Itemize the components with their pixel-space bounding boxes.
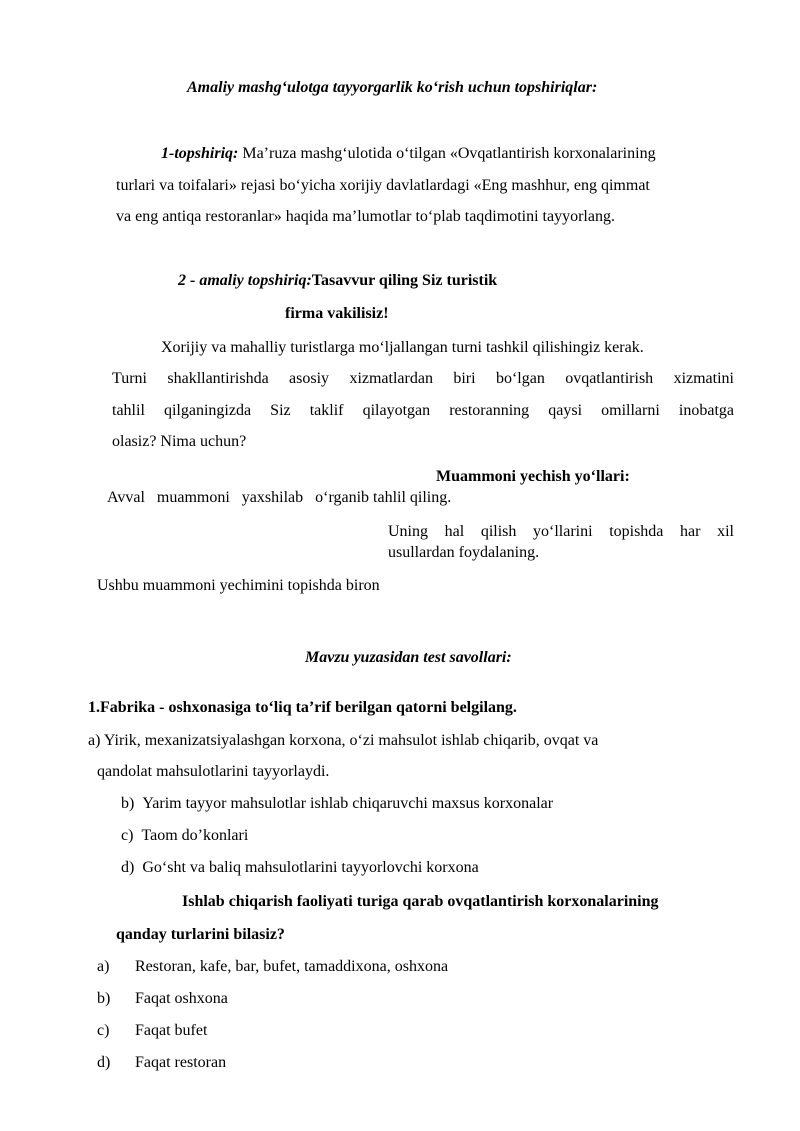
q1-option-b [121, 794, 553, 814]
solution-step2-b: usullardan foydalaning. [388, 544, 540, 561]
page-heading: Amaliy mashg‘ulotga tayyorgarlik ko‘rish uchun topshiriqlar: [187, 79, 598, 96]
task1-text-1: Ma’ruza mashg‘ulotida o‘tilgan «Ovqatlantirish korxonalarining [238, 145, 656, 162]
task2-line2: Turni shakllantirishda asosiy xizmatlardan biri bo‘lgan ovqatlantirish xizmatini [112, 370, 734, 387]
task2-label: 2 - amaliy topshiriq: [178, 272, 312, 289]
q1-option-c [121, 826, 248, 846]
q2-option-b-marker: b) [97, 990, 111, 1007]
task2-line1: Xorijiy va mahalliy turistlarga mo‘ljallangan turni tashkil qilishingiz kerak. [161, 339, 644, 356]
q2-option-c-text: Faqat bufet [135, 1022, 208, 1039]
solution-step1: Avval muammoni yaxshilab o‘rganib tahlil qiling. [107, 489, 452, 506]
q1-option-a-line1: a) Yirik, mexanizatsiyalashgan korxona, o‘zi mahsulot ishlab chiqarib, ovqat va [88, 732, 599, 749]
task1-line1 [161, 144, 656, 164]
task1-label: 1-topshiriq: [161, 145, 239, 162]
q1-option-a-line2: qandolat mahsulotlarini tayyorlaydi. [97, 763, 330, 780]
q2-option-a-marker: a) [97, 958, 110, 975]
q1-option-b-marker: b) [121, 795, 135, 812]
q2-option-b-text: Faqat oshxona [135, 990, 228, 1007]
task2-title [178, 271, 497, 291]
q2-option-c-marker: c) [97, 1022, 110, 1039]
test-heading: Mavzu yuzasidan test savollari: [305, 649, 512, 666]
task2-line4: olasiz? Nima uchun? [112, 433, 247, 450]
q1-option-c-text: Taom do’konlari [141, 827, 249, 844]
task2-title-a: Tasavvur qiling Siz turistik [311, 272, 498, 289]
task2-title-b: firma vakilisiz! [285, 305, 389, 322]
q2-option-d-marker: d) [97, 1054, 111, 1071]
solution-step2-a: Uning hal qilish yo‘llarini topishda har xil [388, 523, 734, 540]
q1-option-d-marker: d) [121, 859, 135, 876]
solution-heading: Muammoni yechish yo‘llari: [436, 468, 630, 485]
q1-option-d [121, 858, 479, 878]
q1-option-d-text: Go‘sht va baliq mahsulotlarini tayyorlovchi korxona [142, 859, 479, 876]
q2-option-a-text: Restoran, kafe, bar, bufet, tamaddixona, oshxona [135, 958, 449, 975]
q2-option-d-text: Faqat restoran [135, 1054, 227, 1071]
task2-line3: tahlil qilganingizda Siz taklif qilayotgan restoranning qaysi omillarni inobatga [112, 402, 734, 419]
q1-question: 1.Fabrika - oshxonasiga to‘liq ta’rif berilgan qatorni belgilang. [88, 699, 517, 716]
q2-question-line2: qanday turlarini bilasiz? [116, 926, 285, 943]
solution-step3: Ushbu muammoni yechimini topishda biron [97, 577, 380, 594]
task1-line3: va eng antiqa restoranlar» haqida ma’lumotlar to‘plab taqdimotini tayyorlang. [116, 208, 615, 225]
q1-option-b-text: Yarim tayyor mahsulotlar ishlab chiqaruvchi maxsus korxonalar [142, 795, 554, 812]
q1-option-c-marker: c) [121, 827, 134, 844]
task1-line2: turlari va toifalari» rejasi bo‘yicha xorijiy davlatlardagi «Eng mashhur, eng qimmat [116, 177, 650, 194]
q2-question-line1: Ishlab chiqarish faoliyati turiga qarab ovqatlantirish korxonalarining [182, 893, 659, 910]
